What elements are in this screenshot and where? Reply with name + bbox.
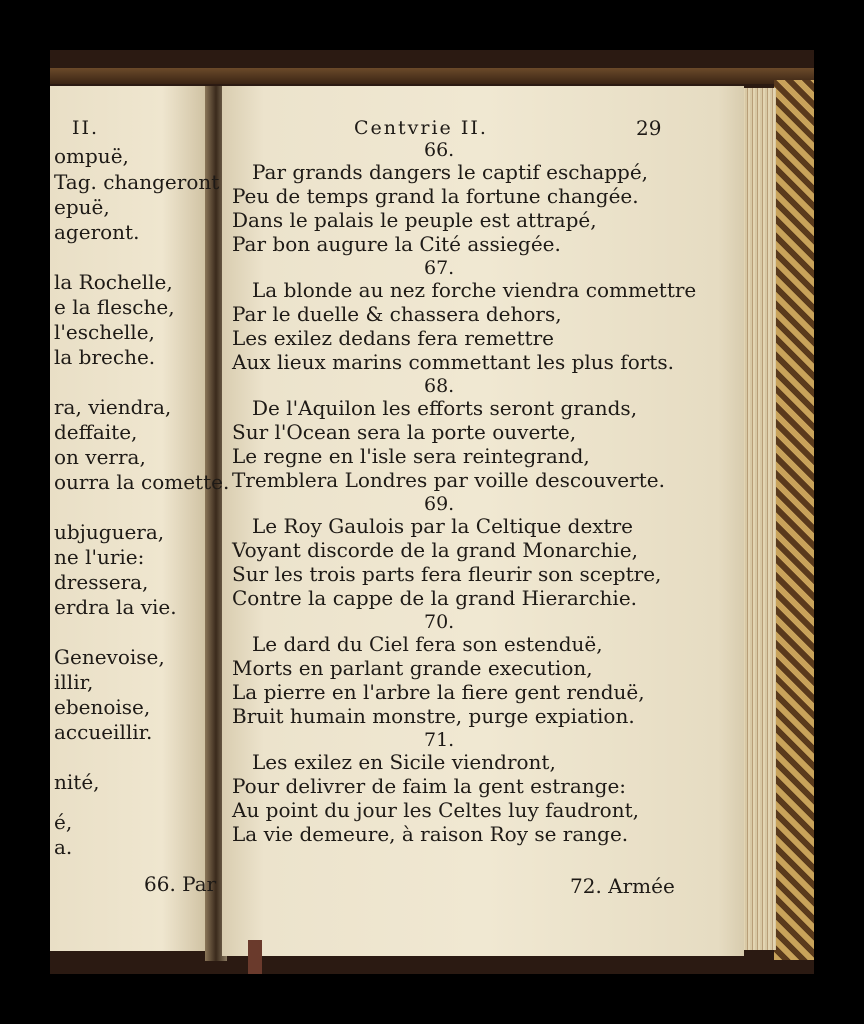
verse-line: La blonde au nez forche viendra commettre (252, 278, 697, 302)
verse-line: Voyant discorde de la grand Monarchie, (232, 538, 638, 562)
ribbon-bookmark (248, 940, 262, 974)
book-photo (50, 50, 814, 974)
verse-line: Bruit humain monstre, purge expiation. (232, 704, 635, 728)
verse-line: Au point du jour les Celtes luy faudront, (232, 798, 639, 822)
left-page-line: ebenoise, (54, 695, 151, 719)
left-page-line: ne l'urie: (54, 545, 145, 569)
left-page-line: la breche. (54, 345, 156, 369)
left-page-line: dressera, (54, 570, 149, 594)
left-page-line: é, (54, 810, 73, 834)
verse-line: Les exilez en Sicile viendront, (252, 750, 556, 774)
left-page-line: deffaite, (54, 420, 138, 444)
left-page-line: ourra la comette. (54, 470, 230, 494)
verse-line: Dans le palais le peuple est attrapé, (232, 208, 597, 232)
quatrain-number: 68. (424, 375, 455, 397)
verse-line: La pierre en l'arbre la fiere gent renduë, (232, 680, 645, 704)
left-page-line: accueillir. (54, 720, 153, 744)
left-page-line: e la flesche, (54, 295, 175, 319)
book-cover-top (50, 68, 814, 84)
left-page-line: la Rochelle, (54, 270, 173, 294)
page-number: 29 (636, 116, 662, 140)
left-page-line: epuë, (54, 195, 110, 219)
quatrain-number: 70. (424, 611, 455, 633)
left-page-line: ageront. (54, 220, 140, 244)
quatrain-number: 66. (424, 139, 455, 161)
verse-line: Le regne en l'isle sera reintegrand, (232, 444, 590, 468)
verse-line: Le dard du Ciel fera son estenduë, (252, 632, 603, 656)
quatrain-number: 67. (424, 257, 455, 279)
verse-line: Par le duelle & chassera dehors, (232, 302, 562, 326)
verse-line: Pour delivrer de faim la gent estrange: (232, 774, 627, 798)
left-catchword: 66. Par (144, 872, 217, 896)
verse-line: Contre la cappe de la grand Hierarchie. (232, 586, 638, 610)
left-page-line: l'eschelle, (54, 320, 155, 344)
left-page-line: Genevoise, (54, 645, 165, 669)
left-page-line: erdra la vie. (54, 595, 177, 619)
verse-line: Par bon augure la Cité assiegée. (232, 232, 561, 256)
left-page-header: II. (72, 117, 100, 139)
verse-line: Par grands dangers le captif eschappé, (252, 160, 649, 184)
verse-line: Peu de temps grand la fortune changée. (232, 184, 639, 208)
left-page-line: ra, viendra, (54, 395, 172, 419)
verse-line: De l'Aquilon les efforts seront grands, (252, 396, 638, 420)
left-page-line: ubjuguera, (54, 520, 165, 544)
page-edges (740, 88, 776, 950)
book-cover-right (774, 80, 814, 960)
left-page-line: illir, (54, 670, 94, 694)
verse-line: Tremblera Londres par voille descouverte. (232, 468, 665, 492)
left-page-line: on verra, (54, 445, 146, 469)
left-page-line: Tag. changeront (54, 170, 220, 194)
running-title: Centvrie II. (354, 117, 488, 139)
quatrain-number: 71. (424, 729, 455, 751)
verse-line: Le Roy Gaulois par la Celtique dextre (252, 514, 633, 538)
verse-line: Sur l'Ocean sera la porte ouverte, (232, 420, 577, 444)
verse-line: La vie demeure, à raison Roy se range. (232, 822, 629, 846)
right-catchword: 72. Armée (570, 874, 675, 898)
verse-line: Les exilez dedans fera remettre (232, 326, 554, 350)
left-page-line: a. (54, 835, 73, 859)
verse-line: Morts en parlant grande execution, (232, 656, 593, 680)
left-page-line: ompuë, (54, 144, 129, 168)
left-page-line: nité, (54, 770, 100, 794)
verse-line: Sur les trois parts fera fleurir son sceptre, (232, 562, 662, 586)
verse-line: Aux lieux marins commettant les plus forts. (232, 350, 674, 374)
quatrain-number: 69. (424, 493, 455, 515)
